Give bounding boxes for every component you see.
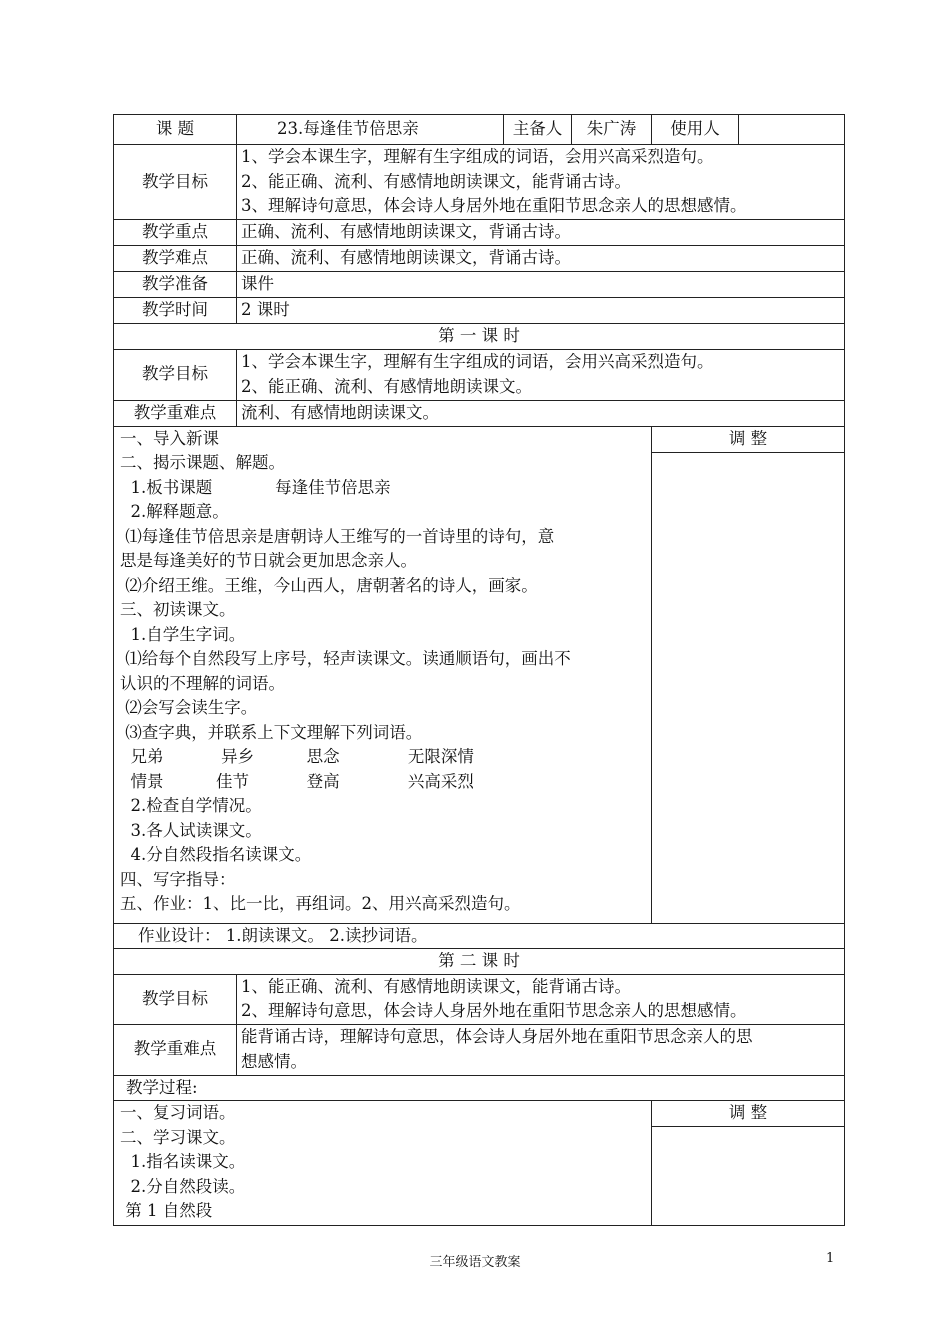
l1-step-9: ⑴给每个自然段写上序号，轻声读课文。读通顺语句，画出不 — [120, 649, 571, 668]
overview-key-label: 教学重点 — [114, 220, 237, 246]
l2-step-2: 1.指名读课文。 — [120, 1152, 246, 1171]
l1-step-18: 四、写字指导： — [120, 869, 236, 889]
overview-difficulty-label: 教学难点 — [114, 245, 237, 271]
lesson2-keydiff-line-1: 能背诵古诗，理解诗句意思，体会诗人身居外地在重阳节思念亲人的思 — [241, 1027, 753, 1046]
lesson1-homework-row — [114, 923, 845, 949]
lesson1-keydiff-value: 流利、有感情地朗读课文。 — [237, 400, 845, 426]
lesson2-keydiff-row — [114, 1024, 845, 1075]
lesson1-title: 第 一 课 时 — [114, 323, 845, 349]
lesson1-goal-2: 2、能正确、流利、有感情地朗读课文。 — [241, 376, 532, 396]
lesson2-title: 第 二 课 时 — [114, 949, 845, 975]
lesson2-keydiff-value — [237, 1024, 845, 1075]
overview-goal-1: 1、学会本课生字，理解有生字组成的词语，会用兴高采烈造句。 — [241, 147, 714, 167]
l2-step-3: 2.分自然段读。 — [120, 1176, 246, 1196]
overview-goal-2: 2、能正确、流利、有感情地朗读课文，能背诵古诗。 — [241, 171, 631, 191]
overview-difficulty-row — [114, 245, 845, 271]
l1-step-2: 1.板书课题 每逢佳节倍思亲 — [120, 477, 391, 497]
lesson1-goals-label: 教学目标 — [114, 349, 237, 400]
l1-step-8: 1.自学生字词。 — [120, 624, 246, 644]
overview-difficulty-value: 正确、流利、有感情地朗读课文，背诵古诗。 — [237, 245, 845, 271]
l2-step-1: 二、学习课文。 — [120, 1127, 236, 1147]
lesson2-process-label: 教学过程: — [114, 1075, 845, 1101]
lesson1-goals-row — [114, 349, 845, 400]
l1-step-19: 五、作业：1、比一比，再组词。2、用兴高采烈造句。 — [120, 894, 521, 913]
overview-goals-row — [114, 145, 845, 220]
lesson1-homework: 作业设计： 1.朗读课文。 2.读抄词语。 — [114, 923, 845, 949]
l1-step-15: 2.检查自学情况。 — [120, 796, 262, 815]
lesson2-process-row — [114, 1101, 845, 1226]
overview-time-row — [114, 297, 845, 323]
overview-key-row — [114, 220, 845, 246]
lesson1-goal-1: 1、学会本课生字，理解有生字组成的词语，会用兴高采烈造句。 — [241, 352, 714, 371]
l1-step-0: 一、导入新课 — [120, 428, 219, 448]
user-label: 使用人 — [652, 115, 739, 145]
lesson2-process-label-row — [114, 1075, 845, 1101]
l1-step-17: 4.分自然段指名读课文。 — [120, 845, 312, 864]
lesson-plan-table — [113, 114, 845, 1226]
topic-value: 23.每逢佳节倍思亲 — [237, 115, 504, 145]
overview-prep-label: 教学准备 — [114, 271, 237, 297]
lesson2-goal-1: 1、能正确、流利、有感情地朗读课文，能背诵古诗。 — [241, 976, 631, 996]
lesson2-keydiff-line-2: 想感情。 — [241, 1051, 307, 1071]
overview-time-label: 教学时间 — [114, 297, 237, 323]
lesson2-title-row — [114, 949, 845, 975]
lesson1-title-row — [114, 323, 845, 349]
lesson2-goals-value — [237, 974, 845, 1024]
l1-step-4: ⑴每逢佳节倍思亲是唐朝诗人王维写的一首诗里的诗句，意 — [120, 526, 555, 546]
overview-time-value: 2 课时 — [237, 297, 845, 323]
lesson1-adjust-label: 调 整 — [652, 427, 844, 453]
page-number: 1 — [826, 1251, 835, 1266]
user-value — [739, 115, 845, 145]
lesson2-keydiff-label: 教学重难点 — [114, 1024, 237, 1075]
l1-step-7: 三、初读课文。 — [120, 600, 236, 619]
overview-prep-value: 课件 — [237, 271, 845, 297]
overview-key-value: 正确、流利、有感情地朗读课文，背诵古诗。 — [237, 220, 845, 246]
lesson2-adjust-label: 调 整 — [652, 1101, 844, 1127]
lesson1-adjust-column — [652, 426, 845, 923]
lesson2-goals-row — [114, 974, 845, 1024]
overview-prep-row — [114, 271, 845, 297]
lesson2-goals-label: 教学目标 — [114, 974, 237, 1024]
l1-step-16: 3.各人试读课文。 — [120, 820, 262, 840]
preparer-label: 主备人 — [504, 115, 572, 145]
l1-step-5: 思是每逢美好的节日就会更加思念亲人。 — [120, 551, 417, 570]
footer-title: 三年级语文教案 — [429, 1255, 521, 1270]
l1-step-1: 二、揭示课题、解题。 — [120, 453, 285, 472]
lesson1-keydiff-label: 教学重难点 — [114, 400, 237, 426]
lesson1-keydiff-row — [114, 400, 845, 426]
overview-goal-3: 3、理解诗句意思，体会诗人身居外地在重阳节思念亲人的思想感情。 — [241, 196, 747, 216]
lesson1-process-row — [114, 426, 845, 923]
l1-step-10: 认识的不理解的词语。 — [120, 673, 285, 693]
l1-step-14: 情景 佳节 登高 兴高采烈 — [120, 771, 474, 791]
lesson-plan-page — [113, 114, 844, 1226]
l1-step-13: 兄弟 异乡 思念 无限深情 — [120, 747, 474, 766]
header-row — [114, 115, 845, 145]
l1-step-12: ⑶查字典，并联系上下文理解下列词语。 — [120, 722, 423, 742]
l1-step-11: ⑵会写会读生字。 — [120, 698, 258, 717]
overview-goals-label: 教学目标 — [114, 145, 237, 220]
topic-label: 课 题 — [114, 115, 237, 145]
lesson1-goals-value — [237, 349, 845, 400]
l2-step-4: 第 1 自然段 — [120, 1201, 213, 1220]
l2-step-0: 一、复习词语。 — [120, 1103, 236, 1122]
preparer-value: 朱广涛 — [572, 115, 652, 145]
lesson2-goal-2: 2、理解诗句意思，体会诗人身居外地在重阳节思念亲人的思想感情。 — [241, 1001, 747, 1020]
overview-goals-value — [237, 145, 845, 220]
lesson2-process — [114, 1101, 652, 1226]
lesson2-adjust-column — [652, 1101, 845, 1226]
lesson1-process — [114, 426, 652, 923]
l1-step-3: 2.解释题意。 — [120, 502, 229, 521]
l1-step-6: ⑵介绍王维。王维，今山西人，唐朝著名的诗人，画家。 — [120, 575, 538, 595]
